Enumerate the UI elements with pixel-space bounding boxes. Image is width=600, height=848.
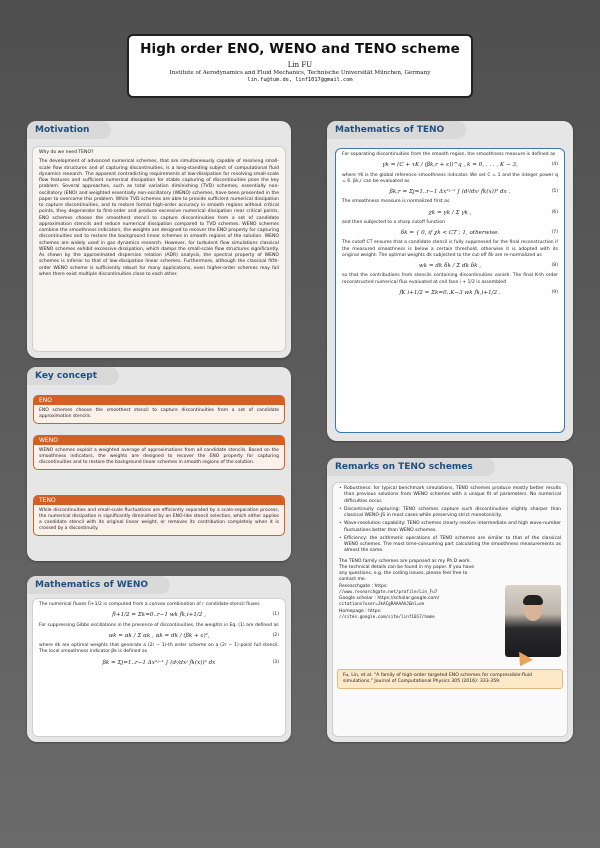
scholar-label: Google scholar : https://scholar.google.com/ — [339, 596, 440, 601]
math-teno-panel — [327, 121, 573, 441]
math-weno-heading: Mathematics of WENO — [27, 576, 170, 594]
teno-box — [33, 495, 285, 536]
motivation-panel — [27, 121, 291, 358]
weno-text-3: where dk are optimal weights that generate a (2r − 1)-th order scheme on a (2r − 1)-point full stencil. The local smoothness indicator βk is defined as — [39, 643, 279, 655]
author: Lin FU — [287, 61, 313, 69]
remark-robustness: • Robustness: for typical benchmark simulations, TENO schemes produce mostly better results than previous solutions from WENO schemes with a unique fit of parameters. No numerical difficulties occur. — [339, 486, 561, 505]
teno-text-4: and then subjected to a sharp cutoff function — [342, 219, 445, 225]
math-weno-body — [32, 598, 286, 737]
eno-title: ENO — [34, 396, 284, 405]
remarks-panel — [327, 458, 573, 742]
equation-1: f̂i+1/2 = Σk=0..r−1 wk f̂k,i+1/2 , (1) — [112, 612, 279, 619]
teno-text-1: For separating discontinuities from the smooth region, the smoothness measure is defined as — [342, 152, 556, 157]
teno-text-5: The cutoff CT ensures that a candidate stencil is fully suppressed for the final reconstruction if the measured smoothness is below a certain threshold, otherwise it is adopted with its original weight. The optimal weights dk subjected to the cut-off δk are re-normalized as — [342, 240, 558, 258]
math-teno-heading: Mathematics of TENO — [327, 121, 466, 139]
equation-5: βk,r = Σj=1..r−1 Δx²ʲ⁻¹ ∫ (dʲ/dxʲ f̂k(x))² dx . (5) — [389, 189, 558, 195]
contact-text: The TENO family schemes are proposed as my Ph.D work. The technical details can be found in my paper. If you have any questions, e.g. the coding issues, please feel free to contact me. — [339, 558, 475, 583]
equation-9: f̂K i+1/2 = Σk=0..K−3 wk f̂k,i+1/2 . (9) — [399, 289, 558, 296]
equation-3: βk = Σj=1..r−1 Δx²ʲ⁻¹ ∫ (dʲ/dxʲ f̂k(x))² dx (3) — [102, 659, 279, 666]
homepage-link[interactable]: //sites.google.com/site/linf1017/home — [339, 614, 435, 620]
math-teno-body — [335, 148, 565, 433]
remark-wave-resolution: • Wave-resolution capability: TENO schemes clearly resolve intermediate and high wave-number fluctuations better than WENO schemes. — [339, 521, 561, 534]
reference-citation: Fu, Lin, et al. "A family of high-order targeted ENO schemes for compressible-fluid simulations." Journal of Computational Physics 305 (2016): 333-359. — [337, 669, 563, 689]
teno-title: TENO — [34, 496, 284, 505]
motivation-heading: Motivation — [27, 121, 111, 139]
teno-text-2: where τK is the global reference smoothness indicator. We set C = 1 and the integer power q = 6. βk,r can be evaluated as — [342, 172, 558, 184]
remark-efficiency: • Efficiency: the arithmetic operations of TENO schemes are similar to that of the classical WENO schemes. The most time-consuming part calculating the smoothness measurements as almost the same. — [339, 536, 561, 555]
weno-text-2: For suppressing Gibbs oscillations in the presence of discontinuities, the weights in Eq. (1) are defined as — [39, 622, 279, 628]
weno-text: WENO schemes exploit a weighted average of approximations from all candidate stencils. Based on the smoothness indicators, the weights are designed to recover the ENO property for capturing discontinuities and to restore the background linear schemes in smooth regions of the solution. — [39, 448, 279, 466]
author-photo — [505, 585, 561, 657]
researchgate-link[interactable]: //www.researchgate.net/profile/Lin_Fu7 — [339, 589, 438, 595]
weno-title: WENO — [34, 436, 284, 445]
motivation-body — [32, 146, 286, 352]
motivation-text: The development of advanced numerical schemes, that are simultaneously capable of resolving small-scale flow structures and of capturing discontinuities, is a long-standing subject of computational fluid dynamics research. The apparent contradicting requirements of low-dissipation for resolving small-scale flow features and sufficient numerical dissipation for stable capturing of discontinuities pose the key problem. Several approaches, such as total variation diminishing (TVD) schemes, essentially non-oscillatory (ENO) and weighted essentially non-oscillatory (WENO) schemes, have been presented in the paper to overcome this problem. While TVD schemes are able to provide sufficient numerical dissipation to capture discontinuities, and to restore formal high-order accuracy in smooth regions without critical points, they degenerate to first-order and produce excessive numerical dissipation near critical points. ENO schemes choose the smoothest stencil to capture discontinuities from a set of candidate approximation stencils and reduce numerical dissipation compared to TVD schemes. WENO schemes combine the smoothness indicators, the weights are designed to recover the ENO property for capturing discontinuities and to restore the background linear schemes in smooth regions of the solution. WENO schemes are widely used in gas dynamics research. However, for turbulent flow simulations classical WENO schemes exhibit excessive dissipation, which damps the small-scale flow structures significantly. As shown by the approximated dispersion relation (ADR) analysis, the spectral property of WENO schemes is inferior to that of low-dissipation linear schemes. Furthermore, although the classical fifth-order WENO scheme is sufficiently robust for many applications, even higher-order schemes may fail when there exist multiple discontinuities close to each other. — [39, 159, 279, 277]
eno-text: ENO schemes choose the smoothest stencil to capture discontinuities from a set of candidate approximation stencils. — [39, 408, 279, 420]
key-concept-heading: Key concept — [27, 367, 119, 385]
motivation-question: Why do we need TENO? — [39, 150, 94, 155]
poster-title: High order ENO, WENO and TENO scheme — [140, 41, 460, 57]
teno-text-6: so that the contributions from stencils containing discontinuities vanish. The final K-th order reconstructed numerical flux evaluated at cell face i + 1/2 is assembled — [342, 273, 558, 285]
title-box — [127, 34, 473, 98]
equation-4: γk = (C + τK / (βk,r + ε))^q , k = 0, . . . , K − 3, (4) — [382, 162, 558, 169]
scholar-link[interactable]: citations?user=JkACgRAAAAAJ&hl=en — [339, 602, 425, 608]
eno-box — [33, 395, 285, 424]
remarks-body — [332, 482, 568, 737]
math-weno-panel — [27, 576, 291, 742]
remark-discontinuity: • Discontinuity capturing: TENO schemes capture such discontinuities slightly sharper than classical WENO-JS in most cases while preserving strict monotonicity. — [339, 507, 561, 520]
remarks-heading: Remarks on TENO schemes — [327, 458, 495, 476]
contact-block — [339, 559, 479, 622]
weno-box — [33, 435, 285, 470]
teno-text: While discontinuities and small-scale fluctuations are efficiently separated by a scale-separation process, the numerical dissipation is significantly diminished by an ENO-like stencil selection, which either applies a candidate stencil with its original linear weight, or removes its contribution completely when it is crossed by a discontinuity. — [39, 508, 279, 532]
equation-7: δk = { 0, if χk < CT ; 1, otherwise. (7) — [400, 230, 558, 236]
weno-text-1: The numerical fluxes f̂i+1/2 is computed from a convex combination of r candidate-stencil fluxes — [39, 602, 260, 607]
equation-2: wk = αk / Σ αk , αk = dk / (βk + ε)², (2) — [108, 632, 279, 639]
key-concept-panel — [27, 367, 291, 561]
homepage-label: Homepage : https: — [339, 608, 382, 614]
teno-text-3: The smoothness measure is normalized first as — [342, 199, 450, 205]
emails: lin.fu@tum.de, linf1017@gmail.com — [247, 77, 353, 83]
equation-6: χk = γk / Σ γk , (6) — [428, 209, 558, 216]
researchgate-label: Researchgate : https: — [339, 583, 388, 589]
equation-8: wk = dk δk / Σ dk δk , (8) — [418, 263, 558, 269]
institute: Institute of Aerodynamics and Fluid Mechanics, Technische Universität München, Germany — [169, 70, 431, 76]
